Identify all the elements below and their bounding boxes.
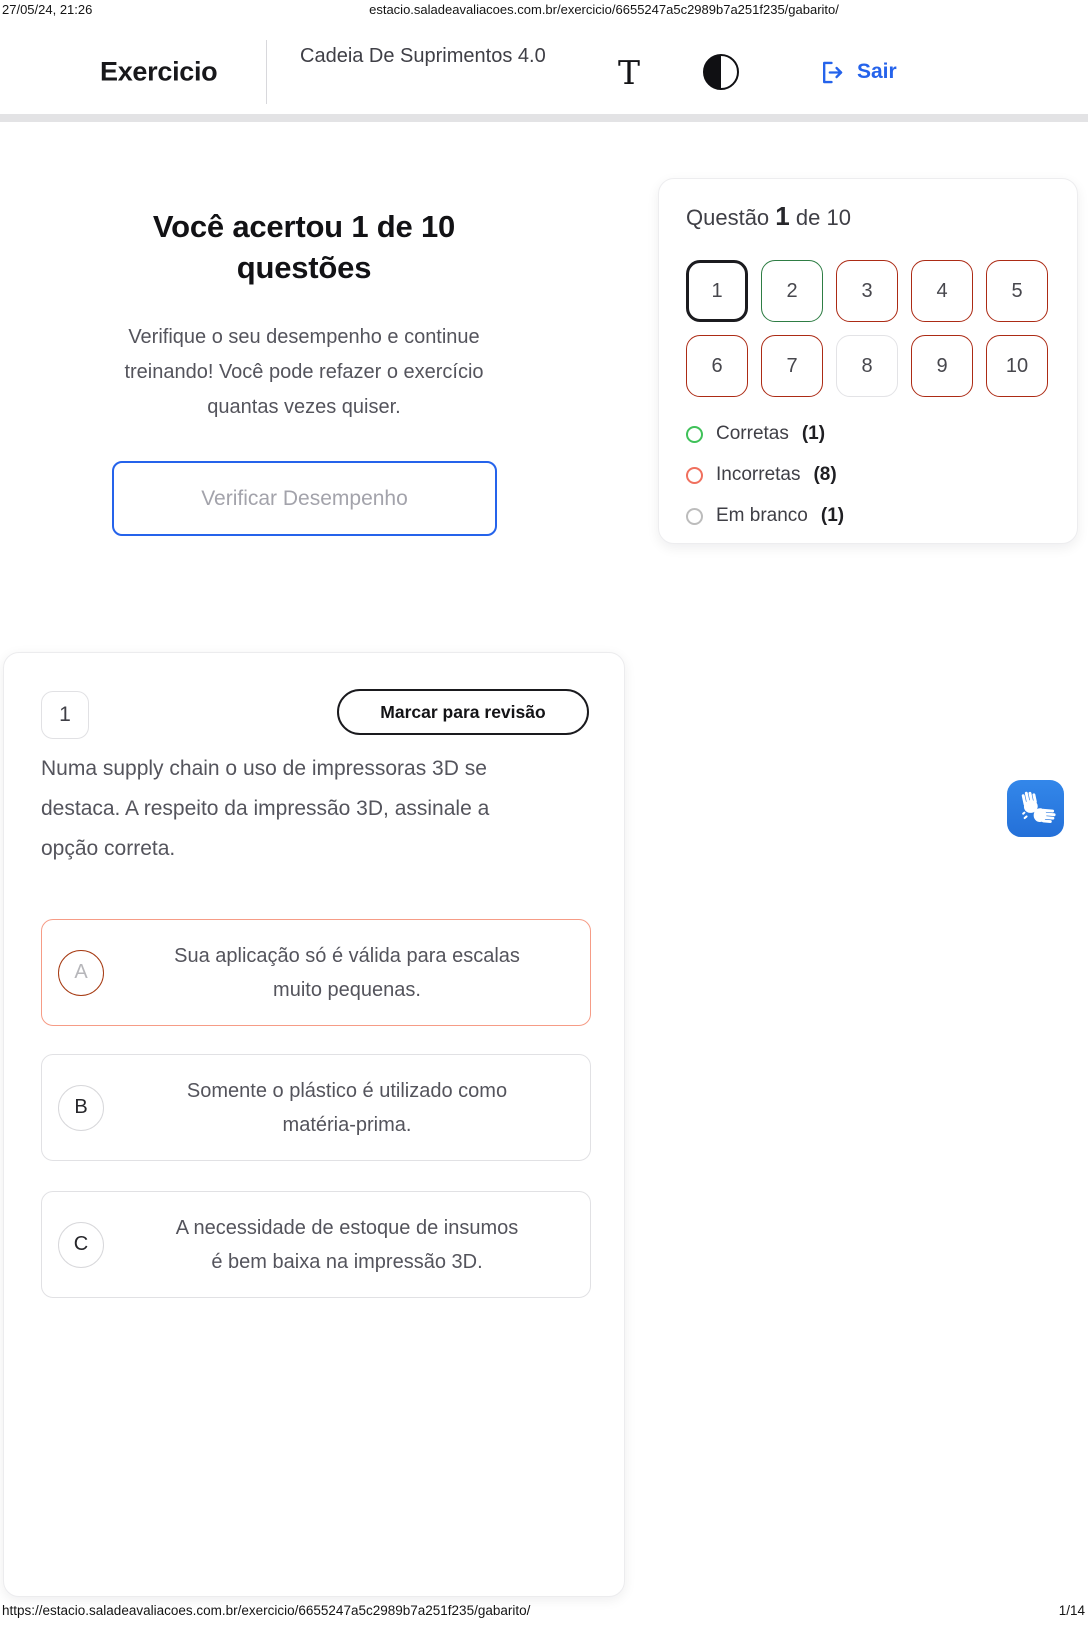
option-a-text-line1: Sua aplicação só é válida para escalas: [174, 944, 520, 967]
legend-item-blank: [686, 505, 1077, 527]
print-datetime: 27/05/24, 21:26: [2, 2, 93, 17]
font-size-button[interactable]: [604, 44, 654, 100]
question-card: [3, 652, 625, 1597]
logout-button[interactable]: [818, 52, 897, 92]
legend-item-correct: [686, 423, 1077, 445]
hand-talk-button[interactable]: [1007, 780, 1064, 837]
question-number-badge: 1: [41, 691, 89, 739]
question-card-header: [41, 689, 589, 739]
contrast-icon: [703, 54, 739, 90]
legend-item-incorrect: [686, 464, 1077, 486]
answer-option-a[interactable]: [41, 919, 591, 1026]
question-number-4[interactable]: 4: [911, 260, 973, 322]
result-heading: [40, 206, 568, 288]
option-b-text-line2: matéria-prima.: [282, 1113, 412, 1136]
option-a-text-line2: muito pequenas.: [273, 978, 421, 1001]
question-number-9[interactable]: 9: [911, 335, 973, 397]
contrast-button[interactable]: [700, 51, 742, 93]
result-description: Verifique o seu desempenho e continue treinando! Você pode refazer o exercício quantas vezes quiser.: [124, 326, 484, 418]
question-number-2[interactable]: 2: [761, 260, 823, 322]
option-b-text-line1: Somente o plástico é utilizado como: [186, 1079, 508, 1102]
answer-option-c[interactable]: [41, 1191, 591, 1298]
result-heading-line2: questões: [236, 250, 372, 285]
option-b-letter-circle: B: [58, 1085, 104, 1131]
question-nav-card: [658, 178, 1078, 544]
print-footer-page-number: 1/14: [1058, 1603, 1085, 1618]
question-nav-title-prefix: Questão: [686, 205, 770, 230]
app-header: [0, 30, 1088, 114]
question-number-grid: [686, 260, 1048, 397]
header-bottom-band: [0, 114, 1088, 122]
question-number-10[interactable]: 10: [986, 335, 1048, 397]
mark-for-review-button[interactable]: Marcar para revisão: [337, 689, 589, 735]
app-title: Exercicio: [100, 56, 218, 87]
question-number-3[interactable]: 3: [836, 260, 898, 322]
header-divider: [266, 40, 267, 104]
legend-count: (8): [813, 464, 837, 485]
option-b-text: [104, 1074, 590, 1142]
font-size-icon: T: [617, 52, 640, 92]
print-header-url: estacio.saladeavaliacoes.com.br/exercicio/6655247a5c2989b7a251f235/gabarito/: [369, 2, 839, 17]
correct-ring-icon: [686, 426, 703, 443]
legend-count: (1): [801, 423, 826, 444]
option-a-text: [104, 939, 590, 1007]
question-nav-title-suffix: de 10: [795, 205, 851, 230]
option-c-letter-circle: C: [58, 1222, 104, 1268]
answer-option-b[interactable]: [41, 1054, 591, 1161]
legend-label: Corretas: [716, 423, 789, 444]
option-c-text-line2: é bem baixa na impressão 3D.: [211, 1250, 483, 1273]
results-legend: [686, 423, 1077, 527]
option-c-text: [104, 1211, 590, 1279]
question-number-1[interactable]: 1: [686, 260, 748, 322]
option-c-text-line1: A necessidade de estoque de insumos: [175, 1216, 519, 1239]
result-heading-line1: Você acertou 1 de 10: [152, 209, 456, 244]
legend-label: Em branco: [716, 505, 808, 526]
option-a-letter-circle: A: [58, 950, 104, 996]
print-footer-url: https://estacio.saladeavaliacoes.com.br/exercicio/6655247a5c2989b7a251f235/gabarito/: [2, 1603, 531, 1618]
course-title: Cadeia De Suprimentos 4.0: [300, 45, 546, 67]
incorrect-ring-icon: [686, 467, 703, 484]
legend-label: Incorretas: [716, 464, 801, 485]
question-nav-current: 1: [775, 201, 790, 231]
question-number-8[interactable]: 8: [836, 335, 898, 397]
legend-count: (1): [820, 505, 845, 526]
question-number-7[interactable]: 7: [761, 335, 823, 397]
logout-icon: [818, 59, 845, 86]
question-text: Numa supply chain o uso de impressoras 3D se destaca. A respeito da impressão 3D, assinale a opção correta.: [41, 757, 490, 860]
verify-performance-button[interactable]: Verificar Desempenho: [112, 461, 497, 536]
blank-ring-icon: [686, 508, 703, 525]
question-nav-title: [686, 201, 1077, 232]
logout-label: Sair: [857, 60, 897, 83]
question-number-6[interactable]: 6: [686, 335, 748, 397]
question-number-5[interactable]: 5: [986, 260, 1048, 322]
hand-talk-icon: [1016, 789, 1056, 829]
